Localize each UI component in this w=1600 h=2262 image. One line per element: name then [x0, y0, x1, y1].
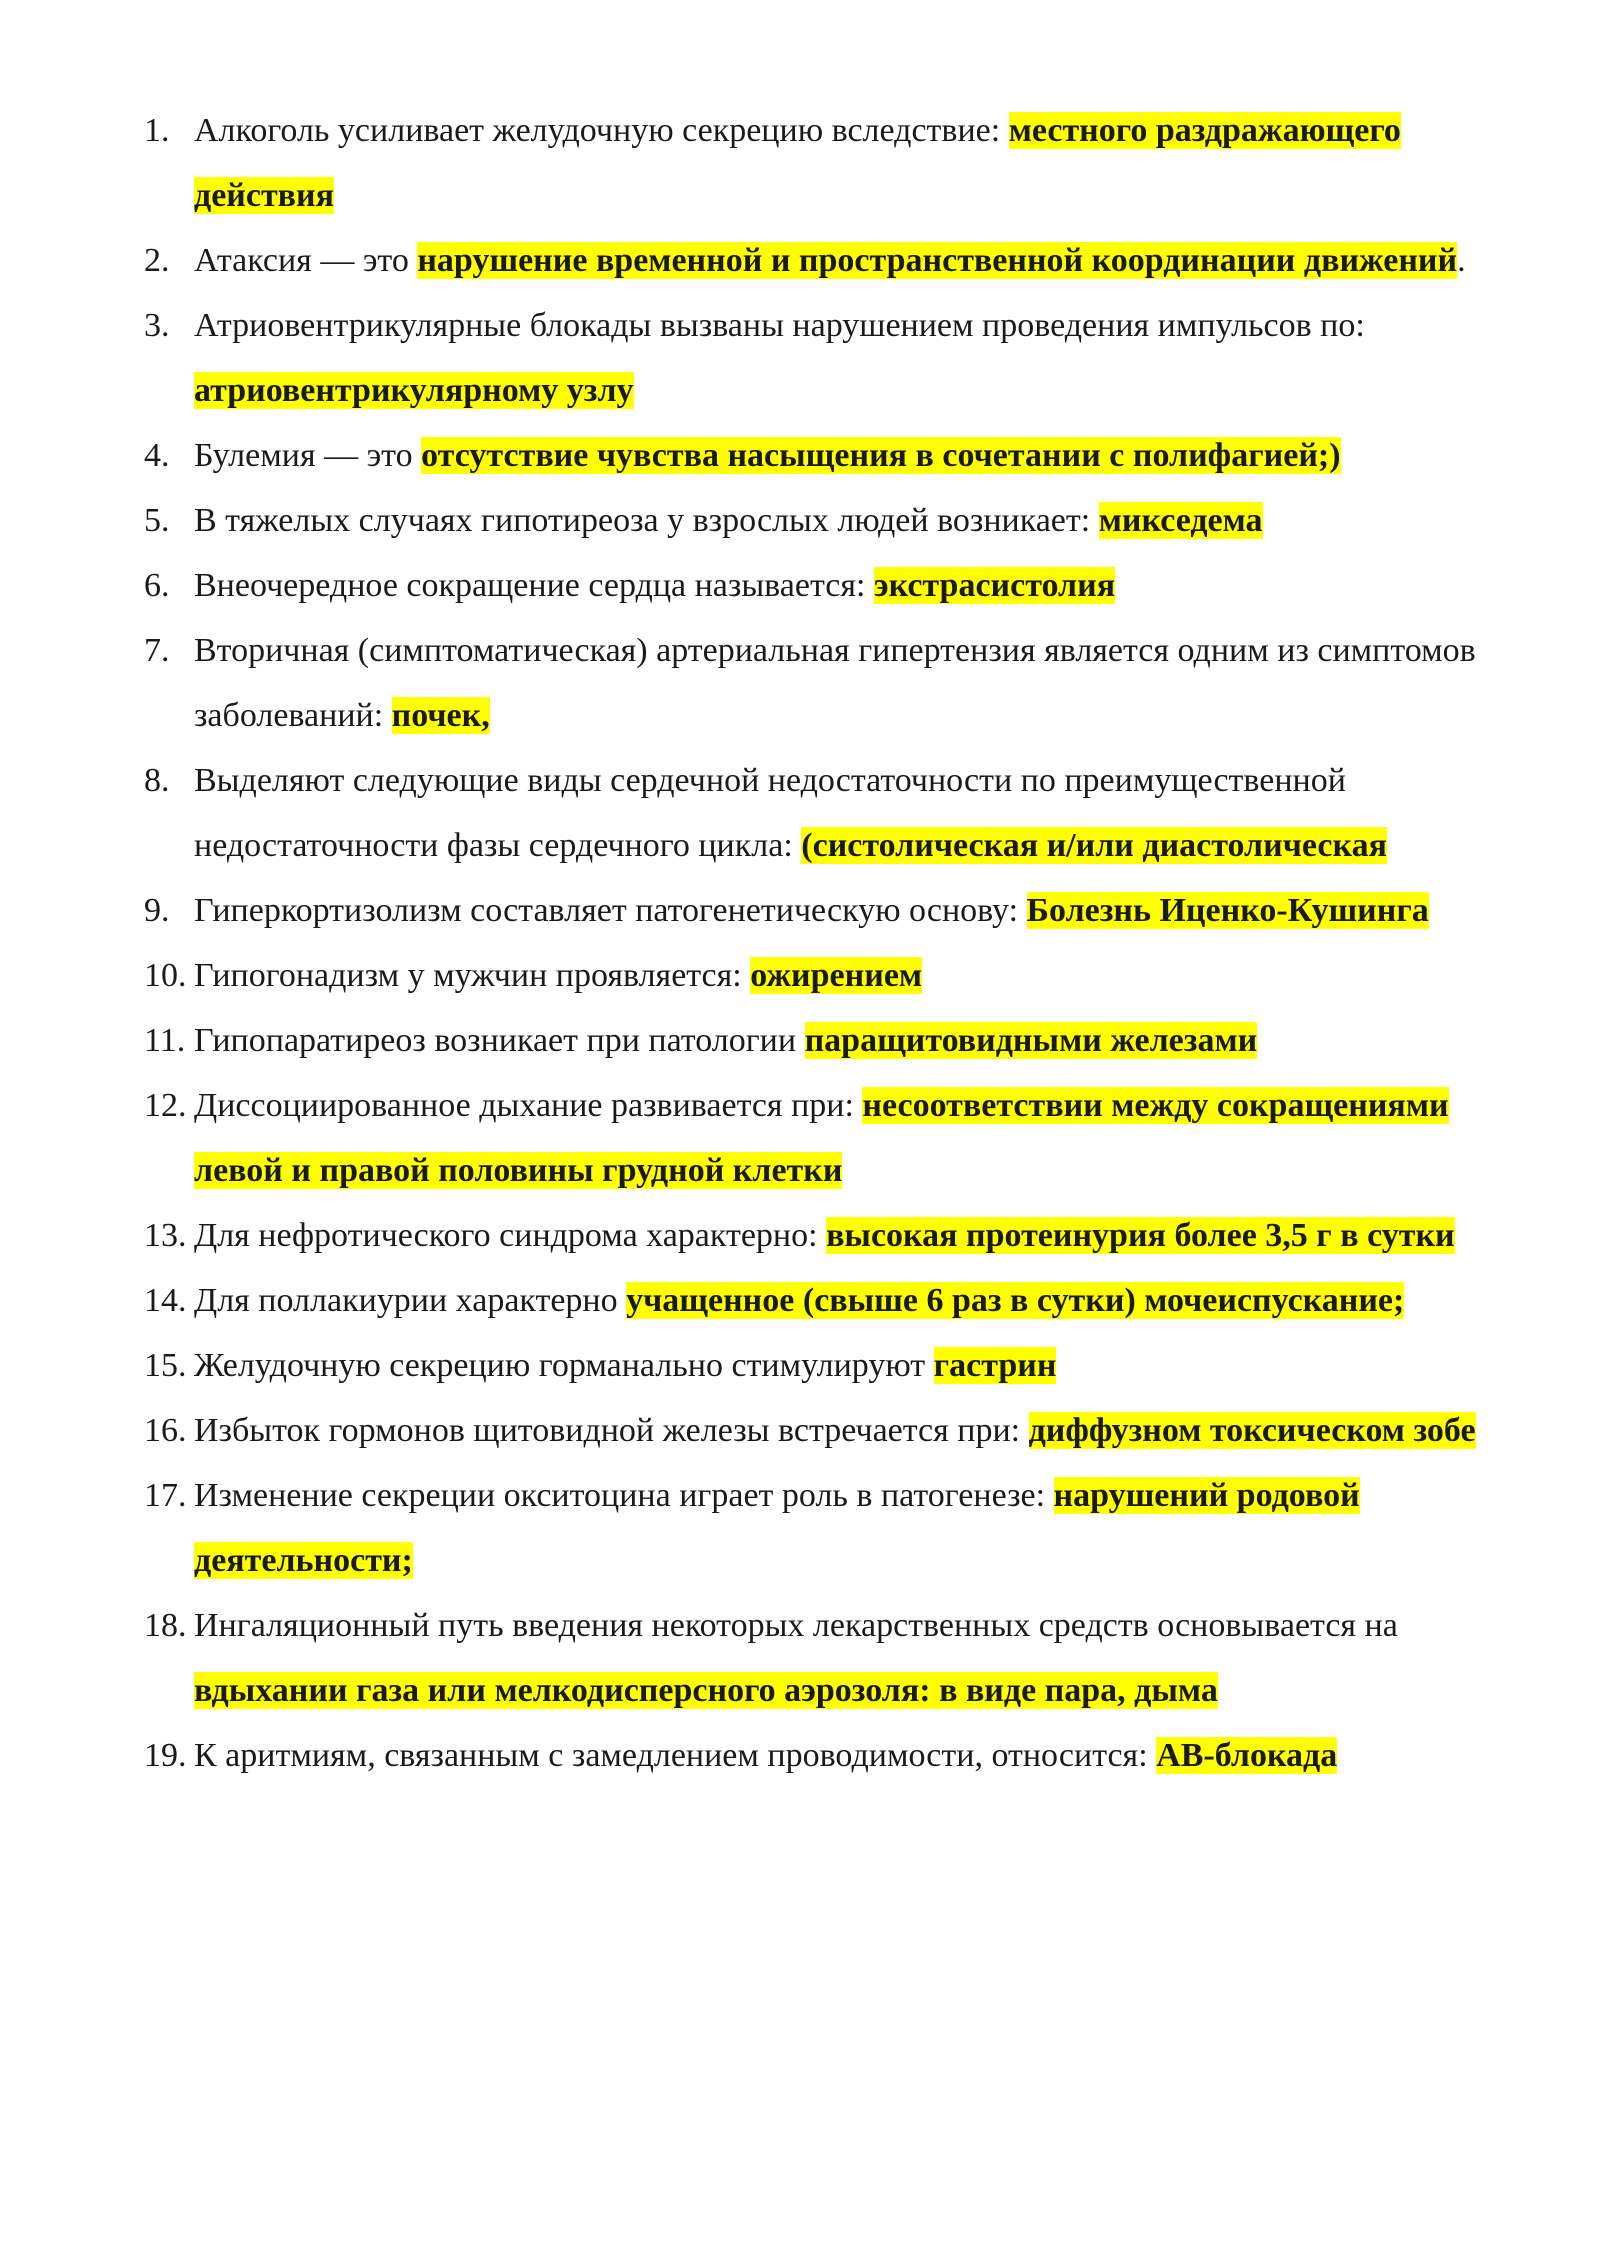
- highlighted-answer: учащенное (свыше 6 раз в сутки) мочеиспускание;: [626, 1282, 1405, 1319]
- question-text: Изменение секреции окситоцина играет роль в патогенезе:: [194, 1477, 1054, 1514]
- list-item: [144, 1268, 1514, 1333]
- item-number: 13.: [144, 1217, 187, 1254]
- question-text: Для нефротического синдрома характерно:: [194, 1217, 827, 1254]
- list-item: [144, 423, 1514, 488]
- item-number: 14.: [144, 1282, 187, 1319]
- highlighted-answer: несоответствии между сокращениями левой и правой половины грудной клетки: [194, 1087, 1449, 1189]
- list-item: [144, 1203, 1514, 1268]
- highlighted-answer: почек,: [391, 697, 490, 734]
- highlighted-answer: ожирением: [750, 957, 923, 994]
- question-text: Диссоциированное дыхание развивается при:: [194, 1087, 863, 1124]
- item-number: 2.: [144, 242, 170, 279]
- item-number: 17.: [144, 1477, 187, 1514]
- item-number: 11.: [144, 1022, 186, 1059]
- list-item: [144, 228, 1514, 293]
- list-item: [144, 1398, 1514, 1463]
- question-text: Вторичная (симптоматическая) артериальная гипертензия является одним из симптомов заболеваний:: [194, 632, 1476, 734]
- item-number: 6.: [144, 567, 170, 604]
- question-text: К аритмиям, связанным с замедлением проводимости, относится:: [194, 1737, 1157, 1774]
- question-text: Желудочную секрецию горманально стимулируют: [194, 1347, 934, 1384]
- question-text: Гипопаратиреоз возникает при патологии: [194, 1022, 805, 1059]
- highlighted-answer: нарушение временной и пространственной координации движений: [417, 242, 1458, 279]
- question-text: Для поллакиурии характерно: [194, 1282, 627, 1319]
- highlighted-answer: Болезнь Иценко-Кушинга: [1026, 892, 1429, 929]
- list-item: [144, 1333, 1514, 1398]
- item-number: 7.: [144, 632, 170, 669]
- question-text: Атаксия — это: [194, 242, 418, 279]
- question-text: Булемия — это: [194, 437, 422, 474]
- highlighted-answer: АВ-блокада: [1156, 1737, 1338, 1774]
- highlighted-answer: вдыхании газа или мелкодисперсного аэрозоля: в виде пара, дыма: [194, 1672, 1218, 1709]
- item-number: 10.: [144, 957, 187, 994]
- item-number: 4.: [144, 437, 170, 474]
- item-number: 19.: [144, 1737, 187, 1774]
- list-item: [144, 943, 1514, 1008]
- item-number: 5.: [144, 502, 170, 539]
- highlighted-answer: экстрасистолия: [873, 567, 1116, 604]
- list-item: [144, 618, 1514, 748]
- question-text: Алкоголь усиливает желудочную секрецию вследствие:: [194, 112, 1009, 149]
- question-text: Атриовентрикулярные блокады вызваны нарушением проведения импульсов по:: [194, 307, 1365, 344]
- question-text: Избыток гормонов щитовидной железы встречается при:: [194, 1412, 1029, 1449]
- list-item: [144, 1593, 1514, 1723]
- item-number: 9.: [144, 892, 170, 929]
- highlighted-answer: нарушений родовой деятельности;: [194, 1477, 1360, 1579]
- list-item: [144, 1073, 1514, 1203]
- highlighted-answer: паращитовидными железами: [804, 1022, 1258, 1059]
- answer-list: [144, 98, 1514, 1788]
- highlighted-answer: атриовентрикулярному узлу: [194, 372, 634, 409]
- list-item: [144, 1723, 1514, 1788]
- list-item: [144, 293, 1514, 423]
- trailing-punctuation: .: [1457, 242, 1466, 279]
- item-number: 16.: [144, 1412, 187, 1449]
- highlighted-answer: (систолическая и/или диастолическая: [801, 827, 1387, 864]
- question-text: Гипогонадизм у мужчин проявляется:: [194, 957, 751, 994]
- question-text: Ингаляционный путь введения некоторых лекарственных средств основывается на: [194, 1607, 1398, 1644]
- highlighted-answer: диффузном токсическом зобе: [1028, 1412, 1476, 1449]
- question-text: Внеочередное сокращение сердца называется:: [194, 567, 874, 604]
- list-item: [144, 1008, 1514, 1073]
- highlighted-answer: гастрин: [933, 1347, 1057, 1384]
- highlighted-answer: местного раздражающего действия: [194, 112, 1401, 214]
- item-number: 1.: [144, 112, 170, 149]
- highlighted-answer: микседема: [1098, 502, 1263, 539]
- question-text: Гиперкортизолизм составляет патогенетическую основу:: [194, 892, 1027, 929]
- list-item: [144, 748, 1514, 878]
- list-item: [144, 878, 1514, 943]
- item-number: 12.: [144, 1087, 187, 1124]
- list-item: [144, 98, 1514, 228]
- item-number: 3.: [144, 307, 170, 344]
- question-text: Выделяют следующие виды сердечной недостаточности по преимущественной недостаточности фазы сердечного цикла:: [194, 762, 1346, 864]
- item-number: 18.: [144, 1607, 187, 1644]
- list-item: [144, 488, 1514, 553]
- question-text: В тяжелых случаях гипотиреоза у взрослых людей возникает:: [194, 502, 1099, 539]
- item-number: 8.: [144, 762, 170, 799]
- highlighted-answer: высокая протеинурия более 3,5 г в сутки: [826, 1217, 1455, 1254]
- highlighted-answer: отсутствие чувства насыщения в сочетании с полифагией;): [421, 437, 1341, 474]
- list-item: [144, 553, 1514, 618]
- list-item: [144, 1463, 1514, 1593]
- item-number: 15.: [144, 1347, 187, 1384]
